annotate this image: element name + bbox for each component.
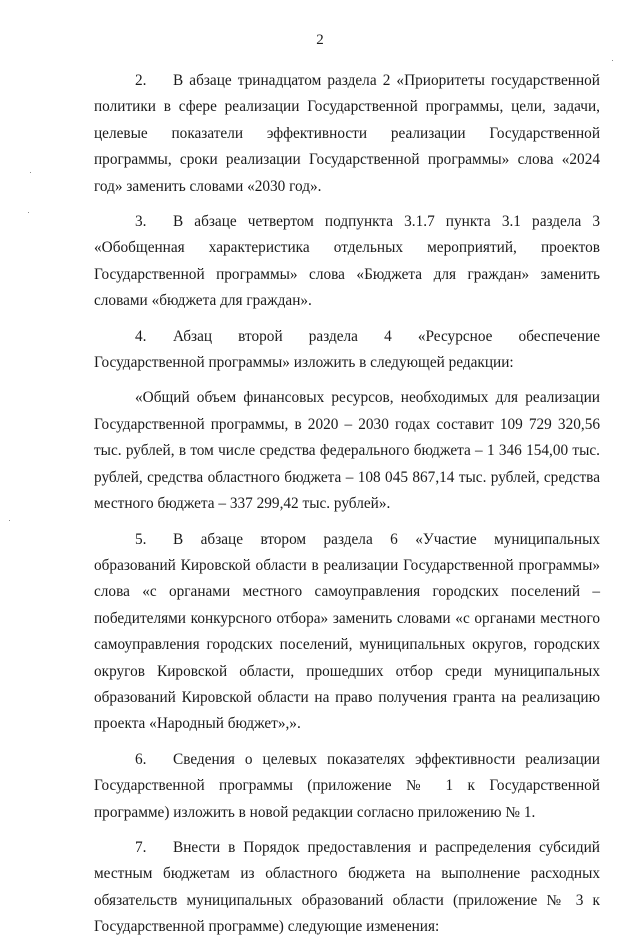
paragraph-text: В абзаце тринадцатом раздела 2 «Приоритеты государственной политики в сфере реализации Государственной программы, цели, задачи, целевые показатели эффективности реализации Государственной программы, сроки реализации Государственной программы» слова «2024 год» заменить словами «2030 год».: [94, 72, 600, 195]
page-number: 2: [316, 32, 324, 48]
paragraph-4: [94, 324, 600, 377]
paragraph-number: 6.: [135, 750, 147, 768]
paragraph-5: [94, 527, 600, 738]
paragraph-text: Абзац второй раздела 4 «Ресурсное обеспечение Государственной программы» изложить в следующей редакции:: [94, 327, 600, 372]
scan-speck: [9, 520, 10, 521]
paragraph-number: 5.: [135, 530, 147, 548]
paragraph-number: 3.: [135, 213, 147, 231]
paragraph-text: Внести в Порядок предоставления и распределения субсидий местным бюджетам из областного бюджета на выполнение расходных обязательств муниципальных образований области (приложение № 3 к Государственной программе) следующие изменения:: [94, 838, 600, 936]
paragraph-text: В абзаце четвертом подпункта 3.1.7 пункта 3.1 раздела 3 «Обобщенная характеристика отдельных мероприятий, проектов Государственной программы» слова «Бюджета для граждан» заменить словами «бюджета для граждан».: [94, 213, 600, 310]
document-body: [94, 68, 600, 950]
paragraph-2: [94, 68, 600, 200]
paragraph-6: [94, 747, 600, 826]
paragraph-text: Сведения о целевых показателях эффективности реализации Государственной программы (приложение № 1 к Государственной программе) изложить в новой редакции согласно приложению № 1.: [94, 750, 600, 821]
paragraph-number: 2.: [135, 72, 147, 89]
scan-speck: [30, 172, 31, 173]
paragraph-number: 4.: [135, 327, 147, 345]
quoted-amendment-text: «Общий объем финансовых ресурсов, необходимых для реализации Государственной программы, в 2020 – 2030 годах составит 109 729 320,56 тыс. рублей, в том числе средства федерального бюджета – 1 346 154,00 тыс. рублей, средства областного бюджета – 108 045 867,14 тыс. рублей, средства местного бюджета – 337 299,42 тыс. рублей».: [94, 389, 600, 513]
paragraph-number: 7.: [135, 838, 147, 856]
paragraph-text: В абзаце втором раздела 6 «Участие муниципальных образований Кировской области в реализации Государственной программы» слова «с органами местного самоуправления городских поселений – победителями конкурсного отбора» заменить словами «с органами местного самоуправления городских поселений, муниципальных округов, городских округов Кировской области, прошедших отбор среди муниципальных образований Кировской области на право получения гранта на реализацию проекта «Народный бюджет»,».: [94, 530, 600, 733]
scan-speck: [28, 212, 29, 213]
paragraph-3: [94, 209, 600, 315]
paragraph-7: [94, 835, 600, 941]
scan-speck: [612, 60, 613, 61]
